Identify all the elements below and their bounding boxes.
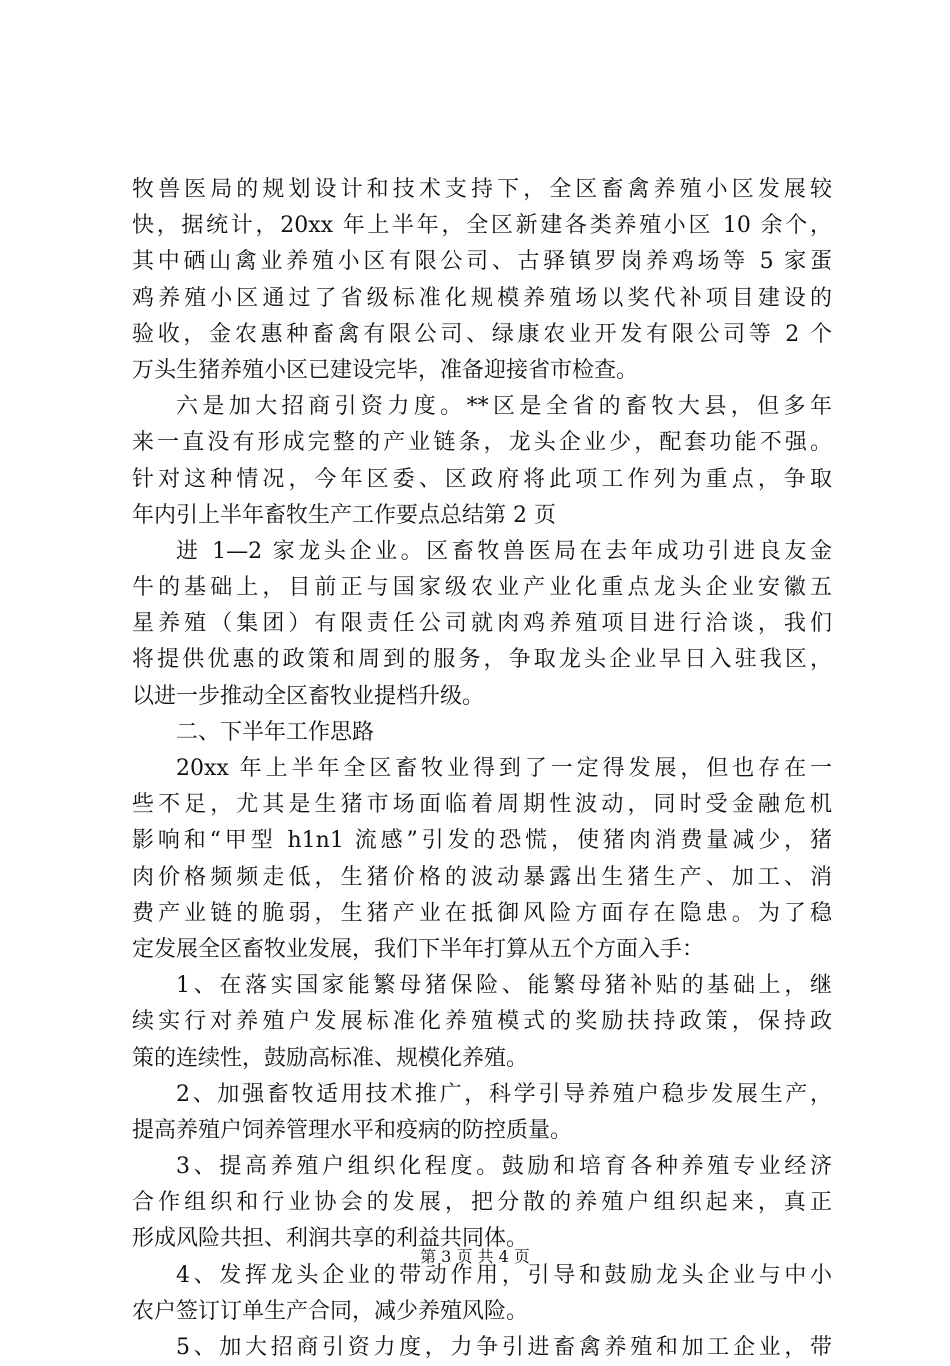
text-line: 1、在落实国家能繁母猪保险、能繁母猪补贴的基础上，继: [176, 973, 832, 999]
text-line: 2、加强畜牧适用技术推广，科学引导养殖户稳步发展生产，: [176, 1081, 832, 1107]
text-line: 肉价格频频走低，生猪价格的波动暴露出生猪生产、加工、消: [132, 864, 832, 890]
text-line: 形成风险共担、利润共享的利益共同体。: [132, 1226, 529, 1252]
page-number-footer: 第 3 页 共 4 页: [420, 1247, 530, 1266]
section-heading: 二、下半年工作思路: [176, 719, 375, 745]
text-line: 3、提高养殖户组织化程度。鼓励和培育各种养殖专业经济: [176, 1154, 832, 1180]
text-line: 5、加大招商引资力度，力争引进畜禽养殖和加工企业，带: [176, 1335, 832, 1360]
text-line: 策的连续性，鼓励高标准、规模化养殖。: [132, 1045, 529, 1071]
text-line: 鸡养殖小区通过了省级标准化规模养殖场以奖代补项目建设的: [132, 285, 832, 311]
text-line: 续实行对养殖户发展标准化养殖模式的奖励扶持政策，保持政: [132, 1009, 832, 1035]
text-line: 些不足，尤其是生猪市场面临着周期性波动，同时受金融危机: [132, 792, 832, 818]
text-line: 农户签订订单生产合同，减少养殖风险。: [132, 1298, 529, 1324]
text-line: 提高养殖户饲养管理水平和疫病的防控质量。: [132, 1117, 573, 1143]
text-line: 定发展全区畜牧业发展，我们下半年打算从五个方面入手：: [132, 936, 705, 962]
text-line: 针对这种情况，今年区委、区政府将此项工作列为重点，争取: [132, 466, 832, 492]
text-line: 万头生猪养殖小区已建设完毕，准备迎接省市检查。: [132, 357, 639, 383]
text-line: 影响和“甲型 h1n1 流感”引发的恐慌，使猪肉消费量减少，猪: [132, 828, 832, 854]
text-line: 将提供优惠的政策和周到的服务，争取龙头企业早日入驻我区，: [132, 647, 832, 673]
text-line: 六是加大招商引资力度。**区是全省的畜牧大县，但多年: [176, 394, 832, 420]
text-line: 费产业链的脆弱，生猪产业在抵御风险方面存在隐患。为了稳: [132, 900, 832, 926]
text-line: 以进一步推动全区畜牧业提档升级。: [132, 683, 485, 709]
document-body: [132, 172, 832, 1366]
text-line: 星养殖（集团）有限责任公司就肉鸡养殖项目进行洽谈，我们: [132, 611, 832, 637]
text-line: 其中硒山禽业养殖小区有限公司、古驿镇罗岗养鸡场等 5 家蛋: [132, 249, 832, 275]
text-line: 合作组织和行业协会的发展，把分散的养殖户组织起来，真正: [132, 1190, 832, 1216]
text-line: 快，据统计，20xx 年上半年，全区新建各类养殖小区 10 余个，: [132, 213, 832, 239]
text-line: 来一直没有形成完整的产业链条，龙头企业少，配套功能不强。: [132, 430, 832, 456]
text-line: 4、发挥龙头企业的带动作用，引导和鼓励龙头企业与中小: [176, 1262, 832, 1288]
text-line: 20xx 年上半年全区畜牧业得到了一定得发展，但也存在一: [176, 756, 832, 781]
text-line: 牛的基础上，目前正与国家级农业产业化重点龙头企业安徽五: [132, 575, 832, 601]
text-line: 进 1—2 家龙头企业。区畜牧兽医局在去年成功引进良友金: [176, 538, 832, 564]
text-line: 牧兽医局的规划设计和技术支持下，全区畜禽养殖小区发展较: [132, 177, 832, 202]
text-line: 年内引上半年畜牧生产工作要点总结第 2 页: [132, 502, 556, 528]
text-line: 验收，金农惠种畜禽有限公司、绿康农业开发有限公司等 2 个: [132, 321, 832, 347]
